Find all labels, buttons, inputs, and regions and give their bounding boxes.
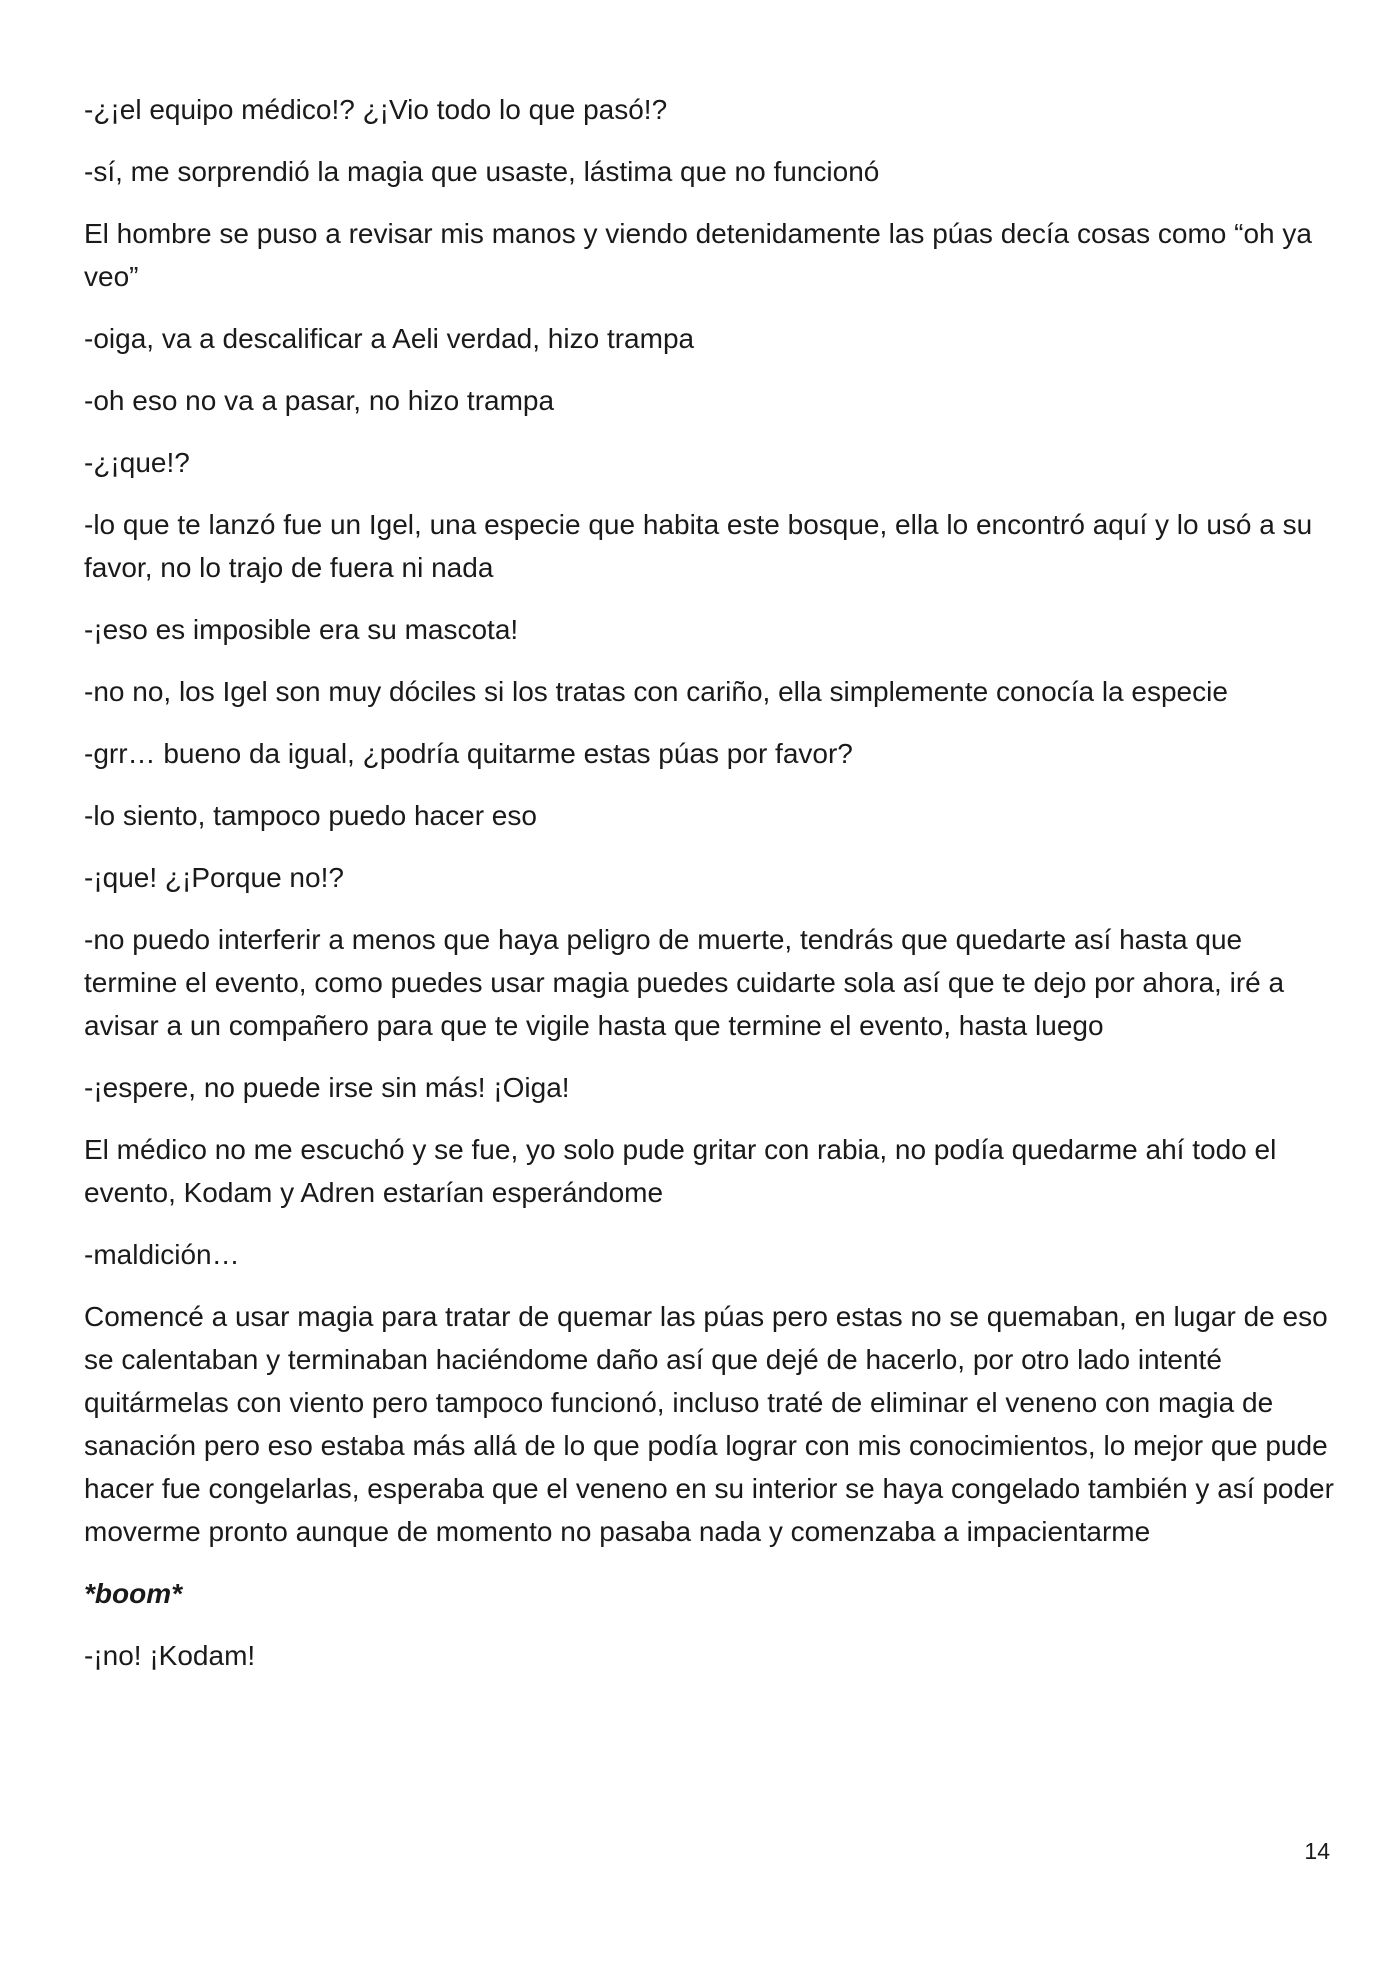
paragraph: -oiga, va a descalificar a Aeli verdad, hizo trampa (84, 323, 695, 354)
body-text (84, 88, 1334, 1696)
paragraph: -¡que! ¿¡Porque no!? (84, 862, 344, 893)
page-number: 14 (1304, 1838, 1330, 1864)
paragraph: -maldición… (84, 1239, 240, 1270)
paragraph: -¿¡que!? (84, 447, 190, 478)
paragraph: -¿¡el equipo médico!? ¿¡Vio todo lo que pasó!? (84, 94, 668, 125)
paragraph: El hombre se puso a revisar mis manos y viendo detenidamente las púas decía cosas como “oh ya veo” (84, 218, 1312, 292)
paragraph: -¡eso es imposible era su mascota! (84, 614, 519, 645)
paragraph: -lo siento, tampoco puedo hacer eso (84, 800, 537, 831)
paragraph: Comencé a usar magia para tratar de quemar las púas pero estas no se quemaban, en lugar de eso se calentaban y terminaban haciéndome daño así que dejé de hacerlo, por otro lado intenté quitármelas con viento pero tampoco funcionó, incluso traté de eliminar el veneno con magia de sanación pero eso estaba más allá de lo que podía lograr con mis conocimientos, lo mejor que pude hacer fue congelarlas, esperaba que el veneno en su interior se haya congelado también y así poder moverme pronto aunque de momento no pasaba nada y comenzaba a impacientarme (84, 1301, 1334, 1547)
paragraph: -oh eso no va a pasar, no hizo trampa (84, 385, 555, 416)
sound-effect: *boom* (84, 1578, 182, 1609)
paragraph: -no puedo interferir a menos que haya peligro de muerte, tendrás que quedarte así hasta que termine el evento, como puedes usar magia puedes cuidarte sola así que te dejo por ahora, iré a avisar a un compañero para que te vigile hasta que termine el evento, hasta luego (84, 924, 1285, 1041)
paragraph: -lo que te lanzó fue un Igel, una especie que habita este bosque, ella lo encontró aquí y lo usó a su favor, no lo trajo de fuera ni nada (84, 509, 1313, 583)
paragraph: -grr… bueno da igual, ¿podría quitarme estas púas por favor? (84, 738, 853, 769)
paragraph: -¡no! ¡Kodam! (84, 1640, 256, 1671)
paragraph: -no no, los Igel son muy dóciles si los tratas con cariño, ella simplemente conocía la especie (84, 676, 1228, 707)
paragraph: El médico no me escuchó y se fue, yo solo pude gritar con rabia, no podía quedarme ahí todo el evento, Kodam y Adren estarían esperándome (84, 1134, 1277, 1208)
paragraph: -sí, me sorprendió la magia que usaste, lástima que no funcionó (84, 156, 880, 187)
paragraph: -¡espere, no puede irse sin más! ¡Oiga! (84, 1072, 570, 1103)
